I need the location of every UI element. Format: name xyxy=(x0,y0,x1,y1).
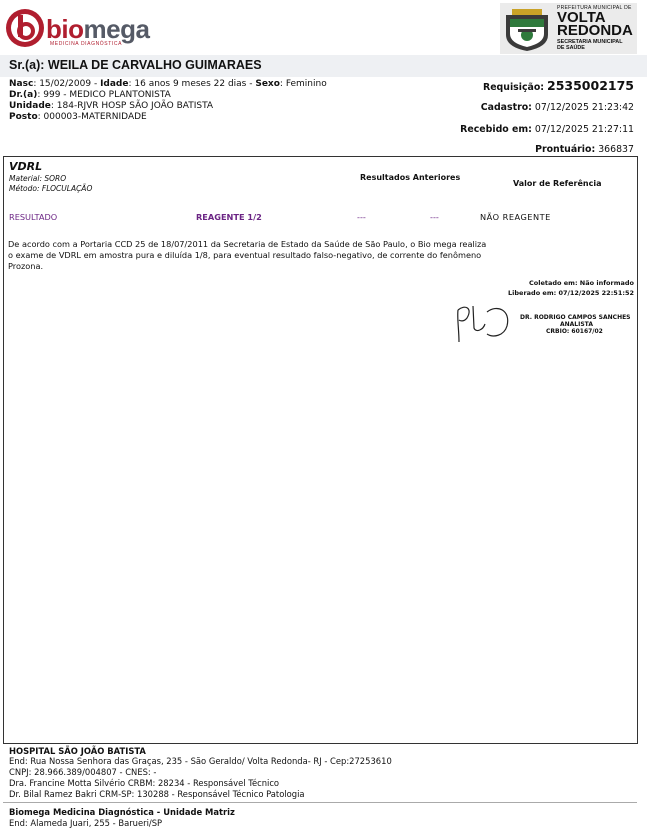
logo-bio-text: bio xyxy=(46,14,84,44)
exam-title: VDRL xyxy=(9,160,43,173)
logo-subtitle: MEDICINA DIAGNÓSTICA xyxy=(50,41,123,47)
biomega-logo-icon xyxy=(4,6,46,50)
exam-material: Material: SORO xyxy=(9,174,67,183)
previous-result-2: --- xyxy=(430,212,439,222)
cadastro-label: Cadastro: xyxy=(480,102,532,113)
column-reference-value: Valor de Referência xyxy=(513,179,602,188)
left-border xyxy=(3,156,4,744)
result-label: RESULTADO xyxy=(9,212,58,222)
secretaria-line1: SECRETARIA MUNICIPAL xyxy=(557,39,623,45)
recebido-label: Recebido em: xyxy=(460,124,532,135)
doctor-role: ANALISTA xyxy=(560,321,593,328)
doctor-line xyxy=(9,90,171,100)
posto-value: : 000003-MATERNIDADE xyxy=(37,112,147,122)
requisicao-line xyxy=(483,78,634,93)
signature-icon xyxy=(453,300,517,345)
biomega-logo xyxy=(4,6,46,50)
footer-responsible-2: Dr. Bilal Ramez Bakri CRM-SP: 130288 - Responsável Técnico Patologia xyxy=(9,789,305,799)
prontuario-line xyxy=(535,144,634,155)
handwritten-signature xyxy=(453,300,517,345)
exam-note: De acordo com a Portaria CCD 25 de 18/07/2011 da Secretaria de Estado da Saúde de São Paulo, o Bio mega realiza o exame de VDRL em amostra pura e diluída 1/8, para eventual resultado falso-negativo, de corrente do fenômeno Prozona. xyxy=(8,239,487,271)
sexo-label: Sexo xyxy=(255,79,280,89)
unidade-label: Unidade xyxy=(9,101,51,111)
patient-name: Sr.(a): WEILA DE CARVALHO GUIMARAES xyxy=(9,58,262,72)
collected-at: Coletado em: Não informado xyxy=(529,279,634,287)
exam-method: Método: FLOCULAÇÃO xyxy=(9,184,93,193)
footer-cnpj: CNPJ: 28.966.389/004807 - CNES: - xyxy=(9,767,157,777)
footer-divider-2 xyxy=(3,802,637,803)
reference-value: NÃO REAGENTE xyxy=(480,212,551,222)
cadastro-value: 07/12/2025 21:23:42 xyxy=(534,102,634,113)
hospital-name: HOSPITAL SÃO JOÃO BATISTA xyxy=(9,746,146,756)
prontuario-label: Prontuário: xyxy=(535,144,596,155)
right-border xyxy=(637,156,638,744)
doctor-name: DR. RODRIGO CAMPOS SANCHES xyxy=(520,314,631,321)
prontuario-value: 366837 xyxy=(598,144,634,155)
city-name-line1: VOLTA xyxy=(557,9,606,26)
footer-hospital-address: End: Rua Nossa Senhora das Graças, 235 - São Geraldo/ Volta Redonda- RJ - Cep:27253610 xyxy=(9,756,392,766)
footer-divider xyxy=(3,743,637,744)
prefeitura-label: PREFEITURA MUNICIPAL DE xyxy=(557,5,632,11)
matriz-name: Biomega Medicina Diagnóstica - Unidade Matriz xyxy=(9,807,235,817)
doctor-crbio: CRBIO: 60167/02 xyxy=(546,328,603,335)
city-name-line2: REDONDA xyxy=(557,22,633,39)
posto-line xyxy=(9,112,147,122)
header-divider xyxy=(3,156,637,157)
footer-responsible-1: Dra. Francine Motta Silvério CRBM: 28234 - Responsável Técnico xyxy=(9,778,280,788)
footer-matriz-address: End: Alameda Juari, 255 - Barueri/SP xyxy=(9,818,163,828)
unidade-value: : 184-RJVR HOSP SÃO JOÃO BATISTA xyxy=(50,101,214,111)
logo-mega-text: mega xyxy=(83,14,150,44)
idade-value: : 16 anos 9 meses 22 dias - xyxy=(128,79,256,89)
released-at: Liberado em: 07/12/2025 22:51:52 xyxy=(508,289,634,297)
recebido-line xyxy=(460,124,634,135)
unidade-line xyxy=(9,101,213,111)
dr-value: : 999 - MEDICO PLANTONISTA xyxy=(37,90,171,100)
secretaria-line2: DE SAÚDE xyxy=(557,45,585,51)
result-value: REAGENTE 1/2 xyxy=(196,212,262,222)
dr-label: Dr.(a) xyxy=(9,90,38,100)
nasc-value: : 15/02/2009 - xyxy=(33,79,101,89)
patient-birth-line xyxy=(9,79,327,89)
sexo-value: : Feminino xyxy=(279,79,327,89)
posto-label: Posto xyxy=(9,112,38,122)
previous-result-1: --- xyxy=(357,212,366,222)
footer-matriz-name xyxy=(9,807,235,818)
column-previous-results: Resultados Anteriores xyxy=(360,173,461,182)
requisicao-value: 2535002175 xyxy=(547,78,634,93)
requisicao-label: Requisição: xyxy=(482,82,545,93)
nasc-label: Nasc xyxy=(9,79,34,89)
idade-label: Idade xyxy=(100,79,129,89)
recebido-value: 07/12/2025 21:27:11 xyxy=(534,124,634,135)
cadastro-line xyxy=(481,102,634,113)
footer-hospital-name xyxy=(9,746,146,757)
